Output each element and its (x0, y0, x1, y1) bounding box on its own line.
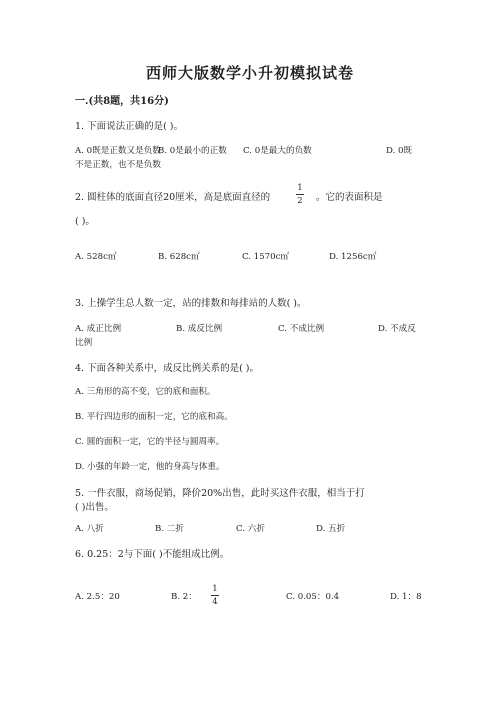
q1-option-a: A. 0既是正数又是负数 (75, 146, 161, 156)
q2-stem-line2: ( )。 (75, 216, 95, 227)
q3-stem: 3. 上操学生总人数一定，站的排数和每排站的人数( )。 (75, 298, 307, 309)
q2-fraction-numerator: 1 (297, 183, 303, 193)
fraction-bar (211, 595, 219, 596)
q3-option-d-continued: 比例 (75, 338, 93, 348)
q3-option-c: C. 不成比例 (278, 324, 325, 334)
q6-fraction (211, 584, 219, 607)
q1-option-d-continued: 不是正数，也不是负数 (75, 160, 161, 170)
q6-option-d: D. 1：8 (390, 592, 422, 602)
q6-option-b: B. 2： (171, 592, 197, 602)
q2-stem: 2. 圆柱体的底面直径20厘米，高是底面直径的 (75, 192, 271, 203)
q1-stem: 1. 下面说法正确的是( )。 (75, 121, 184, 132)
q3-option-a: A. 成正比例 (75, 324, 122, 334)
q5-option-d: D. 五折 (316, 524, 346, 534)
q6-option-c: C. 0.05：0.4 (286, 592, 340, 602)
q4-option-c: C. 圆的面积一定，它的半径与圆周率。 (75, 437, 225, 447)
q5-stem: 5. 一件衣服，商场促销，降价20%出售，此时买这件衣服，相当于打 (75, 488, 365, 499)
q4-option-a: A. 三角形的高不变，它的底和面积。 (75, 387, 216, 397)
q3-option-d: D. 不成反 (378, 324, 416, 334)
q6-fraction-denominator: 4 (212, 597, 218, 607)
q4-option-b: B. 平行四边形的面积一定，它的底和高。 (75, 412, 233, 422)
q1-option-d: D. 0既 (386, 146, 413, 156)
q5-option-a: A. 八折 (75, 524, 104, 534)
q2-option-b: B. 628c㎡ (158, 252, 200, 262)
q2-option-c: C. 1570c㎡ (242, 252, 290, 262)
q2-fraction-denominator: 2 (297, 196, 303, 206)
q6-option-a: A. 2.5：20 (75, 592, 120, 602)
q1-option-c: C. 0是最大的负数 (243, 146, 312, 156)
q5-option-c: C. 六折 (236, 524, 265, 534)
fraction-bar (296, 194, 304, 195)
q3-option-b: B. 成反比例 (176, 324, 223, 334)
q5-stem-line2: ( )出售。 (75, 502, 114, 513)
q2-option-d: D. 1256c㎡ (329, 252, 377, 262)
section-heading: 一.(共8题，共16分) (75, 96, 169, 107)
q6-stem: 6. 0.25：2与下面( )不能组成比例。 (75, 549, 230, 560)
exam-title: 西师大版数学小升初模拟试卷 (145, 64, 354, 82)
q4-stem: 4. 下面各种关系中，成反比例关系的是( )。 (75, 363, 260, 374)
q6-fraction-numerator: 1 (212, 584, 218, 594)
q5-option-b: B. 二折 (155, 524, 184, 534)
q2-option-a: A. 528c㎡ (75, 252, 117, 262)
q2-fraction (296, 183, 304, 206)
q4-option-d: D. 小强的年龄一定，他的身高与体重。 (75, 462, 225, 472)
q1-option-b: B. 0是最小的正数 (158, 146, 227, 156)
q2-stem-end: 。它的表面积是 (316, 192, 383, 203)
